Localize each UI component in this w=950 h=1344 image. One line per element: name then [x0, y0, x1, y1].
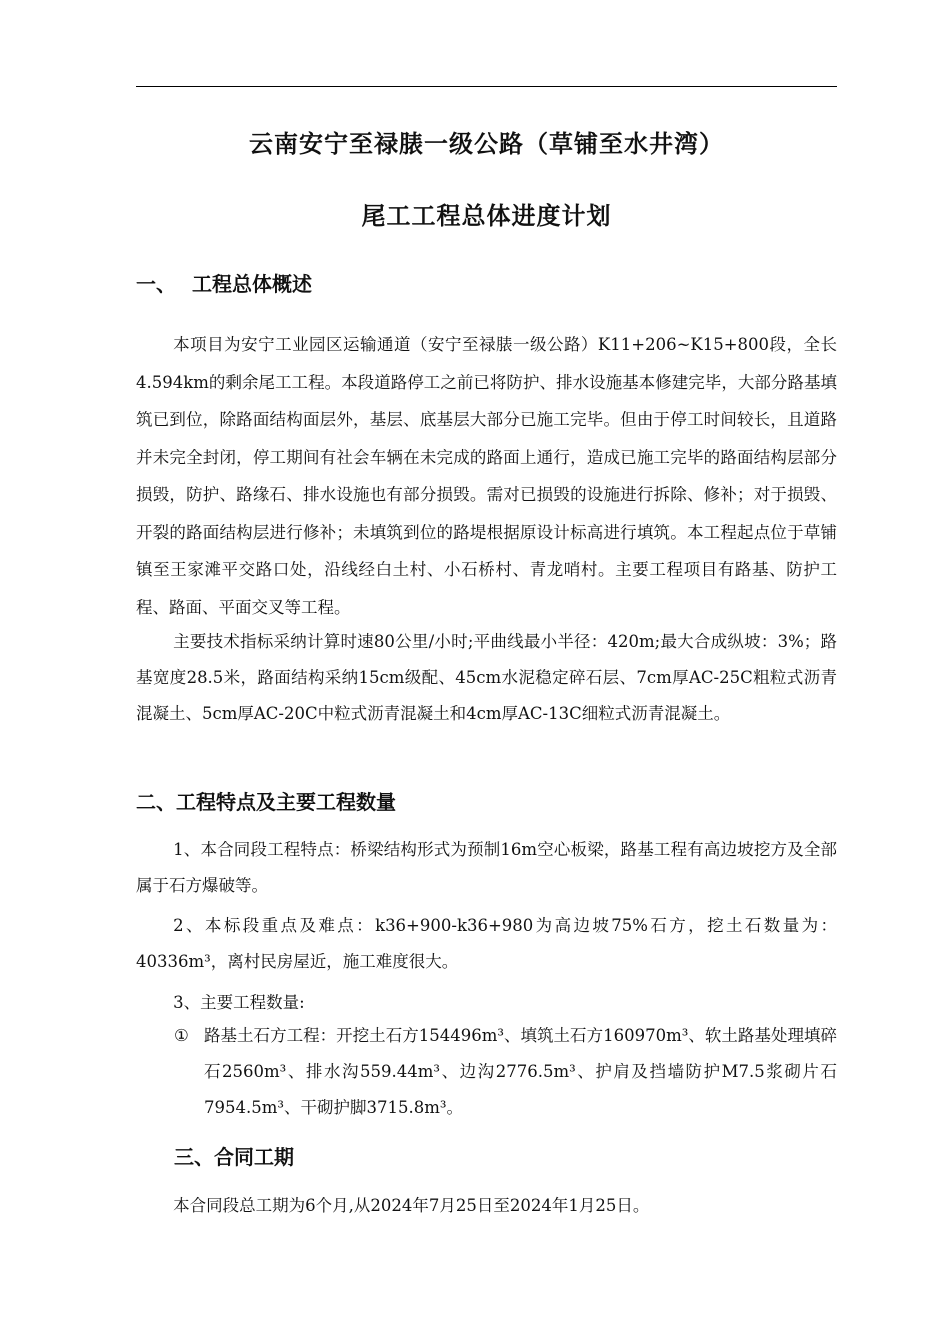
document-title: 云南安宁至禄脿一级公路（草铺至水井湾） [249, 130, 724, 158]
section3-heading: 三、合同工期 [174, 1145, 294, 1169]
section2-sub-item [174, 1018, 837, 1126]
section3-paragraph: 本合同段总工期为6个月,从2024年7月25日至2024年1月25日。 [173, 1196, 650, 1215]
section2-item-2: 2、本标段重点及难点：k36+900-k36+980为高边坡75%石方，挖土石数量为：40336m³，离村民房屋近，施工难度很大。 [136, 916, 837, 971]
section1-heading-text: 工程总体概述 [192, 272, 312, 296]
section1-paragraph-2: 主要技术指标采纳计算时速80公里/小时;平曲线最小半径：420m;最大合成纵坡：3%；路基宽度28.5米，路面结构采纳15cm级配、45cm水泥稳定碎石层、7cm厚AC-25C粗粒式沥青混凝土、5cm厚AC-20C中粒式沥青混凝土和4cm厚AC-13C细粒式沥青混凝土。 [136, 632, 837, 723]
circled-one-marker: ① [174, 1026, 189, 1045]
header-rule [136, 86, 837, 87]
section1-heading [136, 268, 312, 297]
document-subtitle: 尾工工程总体进度计划 [361, 202, 612, 230]
section1-number: 一、 [136, 272, 176, 296]
sub-item-text: 路基土石方工程：开挖土石方154496m³、填筑土石方160970m³、软土路基处理填碎石2560m³、排水沟559.44m³、边沟2776.5m³、护肩及挡墙防护M7.5浆砌片石7954.5m³、干砌护脚3715.8m³。 [204, 1026, 837, 1117]
section1-paragraph-1: 本项目为安宁工业园区运输通道（安宁至禄脿一级公路）K11+206~K15+800段，全长4.594km的剩余尾工工程。本段道路停工之前已将防护、排水设施基本修建完毕，大部分路基填筑已到位，除路面结构面层外，基层、底基层大部分已施工完毕。但由于停工时间较长，且道路并未完全封闭，停工期间有社会车辆在未完成的路面上通行，造成已施工完毕的路面结构层部分损毁，防护、路缘石、排水设施也有部分损毁。需对已损毁的设施进行拆除、修补；对于损毁、开裂的路面结构层进行修补；未填筑到位的路堤根据原设计标高进行填筑。本工程起点位于草铺镇至王家滩平交路口处，沿线经白土村、小石桥村、青龙哨村。主要工程项目有路基、防护工程、路面、平面交叉等工程。 [136, 335, 837, 617]
section2-item-1: 1、本合同段工程特点：桥梁结构形式为预制16m空心板梁，路基工程有高边坡挖方及全部属于石方爆破等。 [136, 840, 837, 895]
section2-heading: 二、工程特点及主要工程数量 [136, 790, 396, 814]
section2-item-3: 3、主要工程数量: [173, 993, 305, 1012]
